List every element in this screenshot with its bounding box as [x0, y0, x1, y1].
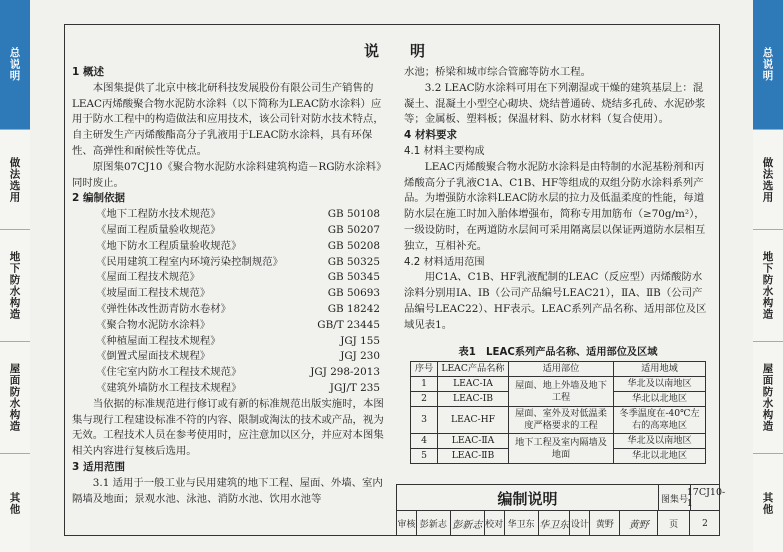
table-cell: 5	[411, 449, 438, 464]
section-4-2-paragraph: 用C1A、C1B、HF乳液配制的LEAC（反应型）丙烯酸防水涂料分别用ⅠA、ⅠB（公司产品编号LEAC21），ⅡA、ⅡB（公司产品编号LEAC22）、HF表示。LEAC系列产品名称、适用部位及区域见表1。	[404, 271, 707, 331]
standard-item	[72, 334, 388, 350]
section-4-heading: 4 材料要求	[404, 129, 457, 142]
section-1-paragraph: 本图集提供了北京中核北研科技发展股份有限公司生产销售的LEAC丙烯酸聚合物水泥防水涂料（以下简称为LEAC防水涂料）应用于防水工程中的构造做法和应用技术，该公司针对防水技术特点，自主研发生产丙烯酸酯高分子乳液用于LEAC防水涂料，具有环保性、高弹性和耐候性等优点。	[72, 81, 384, 157]
table-cell: LEAC-ⅡB	[438, 449, 509, 464]
standard-code: GB/T 23445	[317, 318, 380, 331]
table-cell: LEAC-ⅡA	[438, 434, 509, 449]
standard-code: GB 50345	[327, 271, 380, 284]
standards-list	[72, 207, 388, 397]
standard-name: 《种植屋面工程技术规程》	[96, 334, 221, 347]
standard-item	[72, 239, 388, 255]
left-sidebar	[0, 0, 30, 552]
sidebar-tab-label: 总说明	[761, 47, 774, 82]
table-cell: LEAC-HF	[438, 407, 509, 434]
standard-name: 《屋面工程质量验收规范》	[96, 223, 221, 236]
sidebar-tab-overview[interactable]	[753, 0, 783, 130]
table-cell: 地下工程及室内隔墙及地面	[509, 434, 614, 464]
sidebar-tab-other[interactable]	[0, 454, 30, 552]
standard-item	[72, 302, 388, 318]
sidebar-tab-label: 总说明	[8, 47, 21, 82]
standard-code: GB 50108	[327, 208, 380, 221]
page-label: 页	[658, 511, 690, 536]
section-4-1-heading: 4.1 材料主要构成	[404, 145, 485, 157]
table-row	[411, 434, 706, 449]
sidebar-tab-overview[interactable]	[0, 0, 30, 130]
standard-name: 《地下防水工程质量验收规范》	[96, 239, 242, 252]
table-header: 序号	[411, 362, 438, 377]
standard-name: 《坡屋面工程技术规范》	[96, 287, 211, 300]
checker-signature: 华卫东	[539, 511, 571, 536]
standard-name: 《地下工程防水技术规范》	[96, 208, 221, 221]
standard-code: GB 18242	[327, 302, 380, 315]
section-1-heading: 1 概述	[72, 66, 104, 78]
standard-item	[72, 318, 388, 334]
signature-row	[396, 510, 720, 536]
table-row	[411, 377, 706, 392]
designer-signature: 黄野	[620, 511, 658, 536]
standard-name: 《屋面工程技术规范》	[96, 271, 200, 284]
reviewer-name: 彭新志	[417, 511, 451, 536]
sidebar-tab-selection[interactable]	[753, 130, 783, 230]
standard-name: 《建筑外墙防水工程技术规程》	[96, 381, 242, 394]
section-4-1-paragraph: LEAC丙烯酸聚合物水泥防水涂料是由特制的水泥基粉剂和丙烯酸高分子乳液C1A、C1B、HF等组成的双组分防水涂料系列产品。为增强防水涂料LEAC防水层的拉力及低温柔度的性能，每道防水层在施工时加入胎体增强布，简称专用加筋布（≥70g/m²），一级设防时，在两道防水层间可采用隔离层以保证两道防水层相互独立，互相补充。	[404, 160, 706, 252]
standard-code: JGJ 230	[340, 350, 380, 363]
standard-name: 《倒置式屋面技术规程》	[96, 350, 211, 363]
table-cell: 屋面、地上外墙及地下工程	[509, 377, 614, 407]
section-3-paragraph: 3.1 适用于一般工业与民用建筑的地下工程、屋面、外墙、室内隔墙及地面；景观水池、泳池、消防水池、饮用水池等	[72, 476, 383, 505]
standard-name: 《聚合物水泥防水涂料》	[96, 318, 211, 331]
sidebar-tab-underground[interactable]	[753, 230, 783, 342]
table-cell: 4	[411, 434, 438, 449]
page-title-right: 明	[410, 42, 426, 60]
sidebar-tab-label: 做法选用	[8, 156, 21, 203]
standard-item	[72, 286, 388, 302]
standard-code: GB 50208	[327, 239, 380, 252]
checker-name: 华卫东	[505, 511, 539, 536]
standard-name: 《住宅室内防水工程技术规范》	[96, 366, 242, 379]
table-header: LEAC产品名称	[438, 362, 509, 377]
left-column	[72, 65, 388, 507]
reviewer-signature: 彭新志	[451, 511, 485, 536]
table-row	[411, 407, 706, 434]
product-table	[410, 361, 706, 464]
standard-code: JGJ 298-2013	[310, 366, 380, 379]
table-cell: LEAC-ⅠB	[438, 392, 509, 407]
designer-name: 黄野	[590, 511, 620, 536]
table-cell: 冬季温度在-40℃左右的高寒地区	[614, 407, 706, 434]
design-label: 设计	[570, 511, 590, 536]
table-cell: 2	[411, 392, 438, 407]
standard-item	[72, 270, 388, 286]
drawing-title: 编制说明	[397, 485, 659, 511]
standard-item	[72, 365, 388, 381]
atlas-number: 17CJ10-1	[686, 487, 726, 509]
table-cell: LEAC-ⅠA	[438, 377, 509, 392]
standard-item	[72, 207, 388, 223]
sidebar-tab-label: 地下防水构造	[761, 251, 774, 320]
section-4-2-heading: 4.2 材料适用范围	[404, 256, 485, 268]
standard-name: 《民用建筑工程室内环境污染控制规范》	[96, 255, 284, 268]
sidebar-tab-selection[interactable]	[0, 130, 30, 230]
table-cell: 华北及以南地区	[614, 377, 706, 392]
table-cell: 屋面、室外及对低温柔度严格要求的工程	[509, 407, 614, 434]
sidebar-tab-label: 屋面防水构造	[8, 363, 21, 432]
atlas-label: 图集号	[659, 485, 691, 511]
sidebar-tab-label: 其他	[8, 491, 21, 515]
sidebar-tab-roof[interactable]	[0, 342, 30, 454]
title-block-row	[397, 485, 726, 511]
section-1-paragraph-2: 原图集07CJ10《聚合物水泥防水涂料建筑构造－RG防水涂料》同时废止。	[72, 160, 387, 189]
table-cell: 华北及以南地区	[614, 434, 706, 449]
standard-item	[72, 223, 388, 239]
table-header: 适用地域	[614, 362, 706, 377]
sidebar-tab-label: 做法选用	[761, 156, 774, 203]
right-sidebar	[753, 0, 783, 552]
table-header-row	[411, 362, 706, 377]
sidebar-tab-roof[interactable]	[753, 342, 783, 454]
section-3-continued: 水池；桥梁和城市综合管廊等防水工程。	[404, 66, 592, 78]
sidebar-tab-label: 屋面防水构造	[761, 363, 774, 432]
sidebar-tab-other[interactable]	[753, 454, 783, 552]
check-label: 校对	[485, 511, 505, 536]
review-label: 审核	[397, 511, 417, 536]
page-number: 2	[702, 518, 708, 529]
section-3-heading: 3 适用范围	[72, 460, 125, 473]
table-cell: 华北以北地区	[614, 392, 706, 407]
standard-item	[72, 255, 388, 271]
page-title-left: 说	[364, 42, 380, 60]
standard-code: JGJ/T 235	[329, 381, 380, 394]
section-2-paragraph: 当依据的标准规范进行修订或有新的标准规范出版实施时，本图集与现行工程建设标准不符的内容、限制或淘汰的技术或产品，视为无效。工程技术人员在参考使用时，应注意加以区分，并应对本图集相关内容进行复核后选用。	[72, 397, 384, 458]
sidebar-tab-underground[interactable]	[0, 230, 30, 342]
sidebar-tab-label: 地下防水构造	[8, 251, 21, 320]
section-2-heading: 2 编制依据	[72, 192, 125, 205]
right-column	[404, 65, 710, 334]
standard-item	[72, 349, 388, 365]
standard-code: JGJ 155	[340, 334, 380, 347]
table-cell: 华北以北地区	[614, 449, 706, 464]
section-3-2-paragraph: 3.2 LEAC防水涂料可用在下列潮湿或干燥的建筑基层上：混凝土、混凝土小型空心砌块、烧结普通砖、烧结多孔砖、水泥砂浆等；金属板、塑料板；保温材料、防水材料（复合使用）。	[404, 81, 706, 126]
standard-code: GB 50325	[327, 255, 380, 268]
standard-code: GB 50693	[327, 287, 380, 300]
table-header: 适用部位	[509, 362, 614, 377]
sidebar-tab-label: 其他	[761, 491, 774, 515]
table-caption: 表1 LEAC系列产品名称、适用部位及区域	[458, 347, 658, 358]
table-cell: 1	[411, 377, 438, 392]
standard-code: GB 50207	[327, 223, 380, 236]
standard-name: 《弹性体改性沥青防水卷材》	[96, 302, 232, 315]
standard-item	[72, 381, 388, 397]
table-cell: 3	[411, 407, 438, 434]
